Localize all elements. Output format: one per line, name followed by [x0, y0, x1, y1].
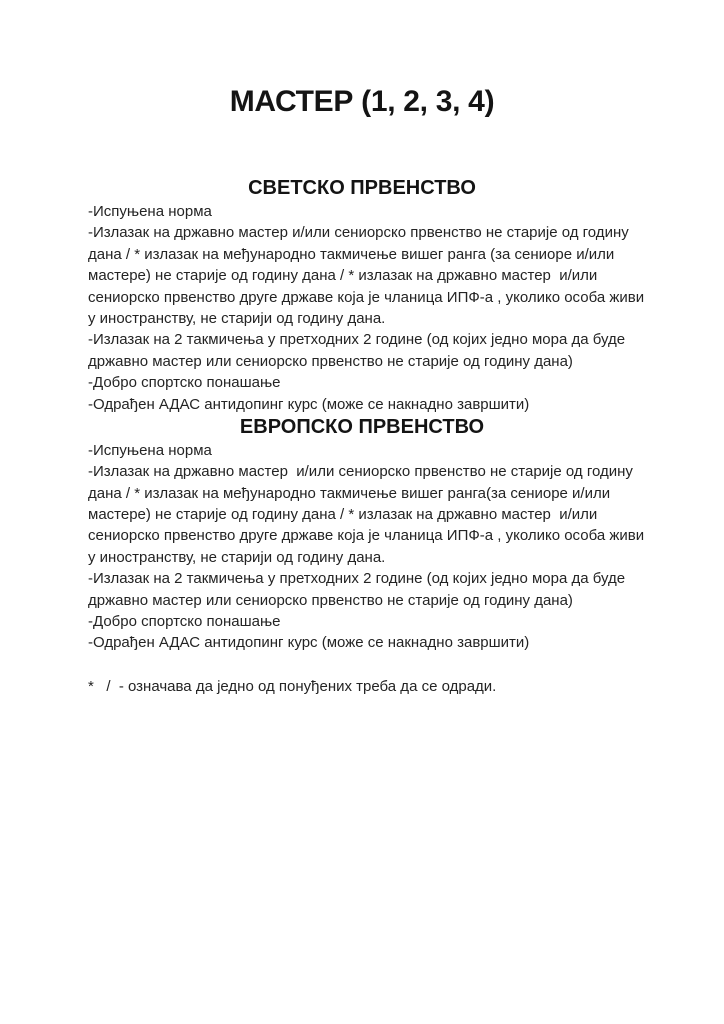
text-line: у иностранству, не старији од годину дана.	[88, 309, 386, 327]
text-line: -Испуњена норма	[88, 203, 212, 220]
text-line: дана / * излазак на међународно такмичење вишег ранга(за сениоре и/или	[88, 484, 611, 502]
footnote: * / - означава да једно од понуђених треба да се одради.	[88, 677, 497, 695]
text-line: државно мастер или сениорско првенство не старије од годину дана)	[88, 591, 573, 609]
text-line: -Излазак на 2 такмичења у претходних 2 године (од којих једно мора да буде	[88, 570, 626, 588]
text-line: мастере) не старије од годину дана / * излазак на државно мастер и/или	[88, 506, 598, 524]
page-title: МАСТЕР (1, 2, 3, 4)	[229, 85, 495, 118]
text-line: -Излазак на државно мастер и/или сениорско првенство не старије од годину	[88, 224, 629, 242]
section-body-european	[88, 440, 724, 654]
text-line: -Излазак на 2 такмичења у претходних 2 године (од којих једно мора да буде	[88, 331, 626, 349]
text-line: мастере) не старије од годину дана / * излазак на државно мастер и/или	[88, 267, 598, 285]
text-line: сениорско првенство друге државе која је чланица ИПФ-а , уколико особа живи	[88, 527, 645, 545]
text-line: -Одрађен АДАС антидопинг курс (може се накнадно завршити)	[88, 634, 530, 652]
text-line: дана / * излазак на међународно такмичење вишег ранга (за сениоре и/или	[88, 245, 615, 263]
text-line: -Добро спортско понашање	[88, 374, 281, 392]
text-line: сениорско првенство друге државе која је чланица ИПФ-а , уколико особа живи	[88, 288, 645, 306]
section-heading-world: СВЕТСКО ПРВЕНСТВО	[248, 177, 476, 199]
section-body-world	[88, 201, 724, 415]
text-line: -Добро спортско понашање	[88, 613, 281, 631]
section-world-championship	[0, 176, 724, 415]
text-line: -Испуњена норма	[88, 441, 212, 459]
text-line: -Одрађен АДАС антидопинг курс (може се накнадно завршити)	[88, 395, 530, 413]
section-european-championship	[0, 415, 724, 654]
text-line: државно мастер или сениорско првенство не старије од годину дана)	[88, 352, 573, 370]
section-heading-european: ЕВРОПСКО ПРВЕНСТВО	[239, 415, 485, 438]
text-line: у иностранству, не старији од годину дана.	[88, 548, 386, 566]
text-line: -Излазак на државно мастер и/или сениорско првенство не старије од годину	[88, 463, 633, 481]
